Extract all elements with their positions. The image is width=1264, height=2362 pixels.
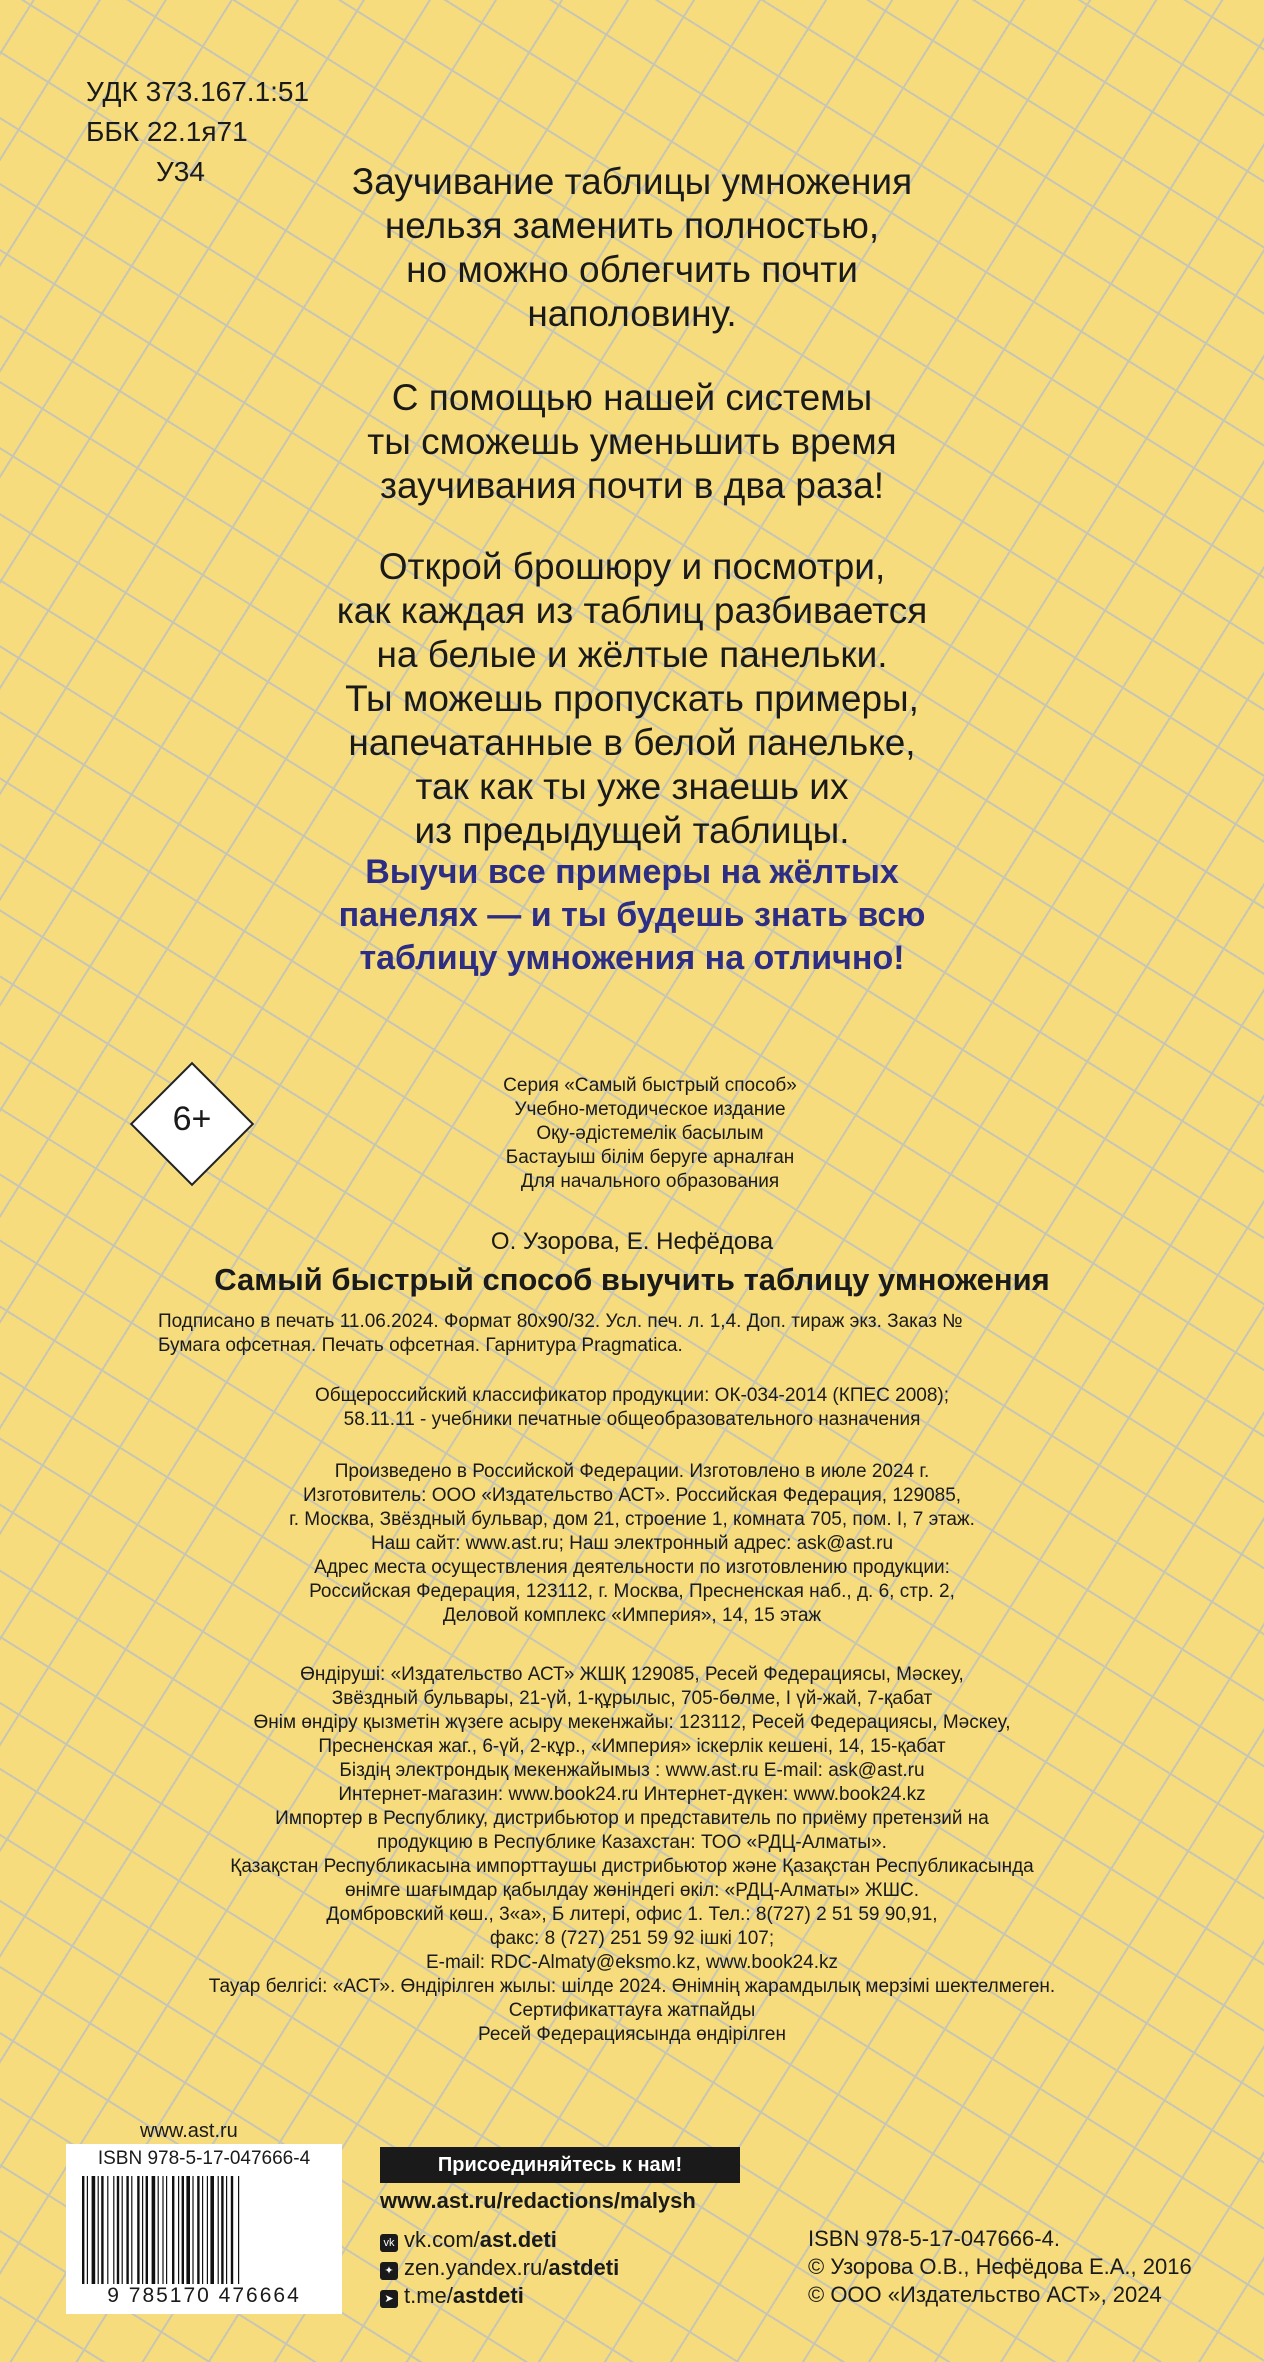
join-us-banner: Присоединяйтесь к нам! xyxy=(380,2147,740,2183)
social-link-vk[interactable] xyxy=(380,2227,720,2253)
producer-kz-line: Сертификаттауға жатпайды xyxy=(508,2000,756,2021)
social-prefix: zen.yandex.ru/ xyxy=(404,2255,549,2280)
classifier-line: Общероссийский классификатор продукции: ОК-034-2014 (КПЕС 2008); xyxy=(314,1385,950,1406)
producer-kz-line: Тауар белгісі: «АСТ». Өндірілген жылы: шілде 2024. Өнімнің жарамдылық мерзімі шектелмеген. xyxy=(208,1976,1056,1997)
producer-kz-line: Қазақстан Республикасына импорттаушы дистрибьютор және Қазақстан Республикасында xyxy=(230,1856,1034,1877)
vk-icon: vk xyxy=(380,2234,398,2252)
barcode-isbn: ISBN 978-5-17-047666-4 xyxy=(97,2148,311,2169)
producer-line: Деловой комплекс «Империя», 14, 15 этаж xyxy=(442,1605,822,1626)
producer-kz-line: продукцию в Республике Казахстан: ТОО «РДЦ-Алматы». xyxy=(377,1832,887,1853)
producer-info-ru xyxy=(100,1460,1164,1628)
series-line: Для начального образования xyxy=(520,1171,780,1192)
producer-kz-line: Ресей Федерациясында өндірілген xyxy=(478,2024,786,2045)
intro-line: но можно облегчить почти xyxy=(406,249,858,290)
social-prefix: vk.com/ xyxy=(404,2227,480,2252)
social-handle: astdeti xyxy=(548,2255,620,2280)
producer-kz-line: Өндіруші: «Издательство АСТ» ЖШҚ 129085, Ресей Федерациясы, Мәскеу, xyxy=(300,1664,964,1685)
social-prefix: t.me/ xyxy=(404,2283,453,2308)
intro-paragraph-3 xyxy=(0,545,1264,853)
authors: О. Узорова, Е. Нефёдова xyxy=(490,1228,774,1255)
producer-kz-line: факс: 8 (727) 251 59 92 ішкі 107; xyxy=(489,1928,775,1949)
intro-paragraph-1 xyxy=(0,160,1264,336)
producer-kz-line: өнімге шағымдар қабылдау жөніндегі өкіл: «РДЦ-Алматы» ЖШС. xyxy=(344,1880,920,1901)
producer-line: Изготовитель: ООО «Издательство АСТ». Российская Федерация, 129085, xyxy=(302,1485,962,1506)
producer-kz-line: Біздің электрондық мекенжайымыз : www.ast.ru E-mail: ask@ast.ru xyxy=(339,1760,925,1781)
intro-paragraph-2 xyxy=(0,376,1264,508)
classifier-info xyxy=(100,1384,1164,1432)
producer-line: Адрес места осуществления деятельности по изготовлению продукции: xyxy=(314,1557,950,1578)
social-handle: astdeti xyxy=(452,2283,524,2308)
producer-kz-line: Өнім өндіру қызметін жүзеге асыру мекенжайы: 123112, Ресей Федерациясы, Мәскеу, xyxy=(253,1712,1011,1733)
intro-line: как каждая из таблиц разбивается xyxy=(336,590,928,631)
barcode-digits: 9 785170 476664 xyxy=(107,2284,301,2307)
producer-line: Произведено в Российской Федерации. Изготовлено в июле 2024 г. xyxy=(334,1461,930,1482)
bbk-code: ББК 22.1я71 xyxy=(86,116,248,147)
intro-line: заучивания почти в два раза! xyxy=(380,465,884,506)
producer-line: Российская Федерация, 123112, г. Москва, Пресненская наб., д. 6, стр. 2, xyxy=(309,1581,955,1602)
series-line: Оқу-әдістемелік басылым xyxy=(536,1123,764,1144)
producer-info-kz xyxy=(100,1663,1164,2047)
series-line: Серия «Самый быстрый способ» xyxy=(503,1075,797,1096)
intro-line: Ты можешь пропускать примеры, xyxy=(345,678,919,719)
classifier-line: 58.11.11 - учебники печатные общеобразовательного назначения xyxy=(343,1409,921,1430)
producer-kz-line: Импортер в Республику, дистрибьютор и представитель по приёму претензий на xyxy=(275,1808,989,1829)
book-title: Самый быстрый способ выучить таблицу умножения xyxy=(214,1262,1050,1297)
highlight-line: таблицу умножения на отлично! xyxy=(359,939,905,977)
print-line: Бумага офсетная. Печать офсетная. Гарнитура Pragmatica. xyxy=(158,1335,683,1356)
zen-icon: ✦ xyxy=(380,2262,398,2280)
producer-kz-line: Звёздный бульвары, 21-үй, 1-құрылыс, 705-бөлме, I үй-жай, 7-қабат xyxy=(331,1688,933,1709)
highlight-paragraph xyxy=(0,851,1264,980)
age-rating: 6+ xyxy=(172,1100,212,1138)
producer-line: Наш сайт: www.ast.ru; Наш электронный адрес: ask@ast.ru xyxy=(370,1533,894,1554)
producer-kz-line: Интернет-магазин: www.book24.ru Интернет-дүкен: www.book24.kz xyxy=(338,1784,926,1805)
intro-line: на белые и жёлтые панельки. xyxy=(376,634,888,675)
series-line: Учебно-методическое издание xyxy=(514,1099,786,1120)
intro-line: Заучивание таблицы умножения xyxy=(351,161,913,202)
producer-kz-line: Пресненская жаг., 6-үй, 2-кұр., «Империя» іскерлік кешені, 14, 15-қабат xyxy=(318,1736,946,1757)
intro-line: из предыдущей таблицы. xyxy=(414,810,850,851)
redactions-link[interactable]: www.ast.ru/redactions/malysh xyxy=(380,2188,696,2213)
telegram-icon: ➤ xyxy=(380,2290,398,2308)
series-line: Бастауыш білім беруге арналған xyxy=(505,1147,795,1168)
intro-line: Открой брошюру и посмотри, xyxy=(378,546,886,587)
series-info xyxy=(400,1074,900,1194)
highlight-line: панелях — и ты будешь знать всю xyxy=(338,896,926,934)
intro-line: С помощью нашей системы xyxy=(391,377,873,418)
copyright-publisher: © ООО «Издательство АСТ», 2024 xyxy=(808,2282,1162,2307)
social-handle: ast.deti xyxy=(479,2227,557,2252)
producer-kz-line: Домбровский көш., 3«а», Б литері, офис 1. Тел.: 8(727) 2 51 59 90,91, xyxy=(326,1904,938,1925)
producer-kz-line: E-mail: RDC-Almaty@eksmo.kz, www.book24.kz xyxy=(425,1952,839,1973)
highlight-line: Выучи все примеры на жёлтых xyxy=(365,853,899,891)
social-link-telegram[interactable] xyxy=(380,2283,720,2309)
website-link[interactable]: www.ast.ru xyxy=(140,2120,238,2142)
producer-line: г. Москва, Звёздный бульвар, дом 21, строение 1, комната 705, пом. I, 7 этаж. xyxy=(289,1509,975,1530)
intro-line: напечатанные в белой панельке, xyxy=(348,722,916,763)
intro-line: наполовину. xyxy=(527,293,737,334)
intro-line: так как ты уже знаешь их xyxy=(415,766,849,807)
intro-line: ты сможешь уменьшить время xyxy=(367,421,897,462)
social-link-zen[interactable] xyxy=(380,2255,720,2281)
barcode-bars xyxy=(80,2176,328,2284)
copyright-isbn: ISBN 978-5-17-047666-4. xyxy=(808,2226,1060,2251)
intro-line: нельзя заменить полностью, xyxy=(384,205,880,246)
author-mark: У34 xyxy=(156,156,205,187)
print-details xyxy=(158,1310,1118,1358)
barcode xyxy=(66,2144,342,2314)
print-line: Подписано в печать 11.06.2024. Формат 80х90/32. Усл. печ. л. 1,4. Доп. тираж экз. Заказ № xyxy=(158,1311,963,1332)
copyright-authors: © Узорова О.В., Нефёдова Е.А., 2016 xyxy=(808,2254,1192,2279)
udk-code: УДК 373.167.1:51 xyxy=(86,76,310,107)
copyright-block xyxy=(808,2225,1192,2309)
